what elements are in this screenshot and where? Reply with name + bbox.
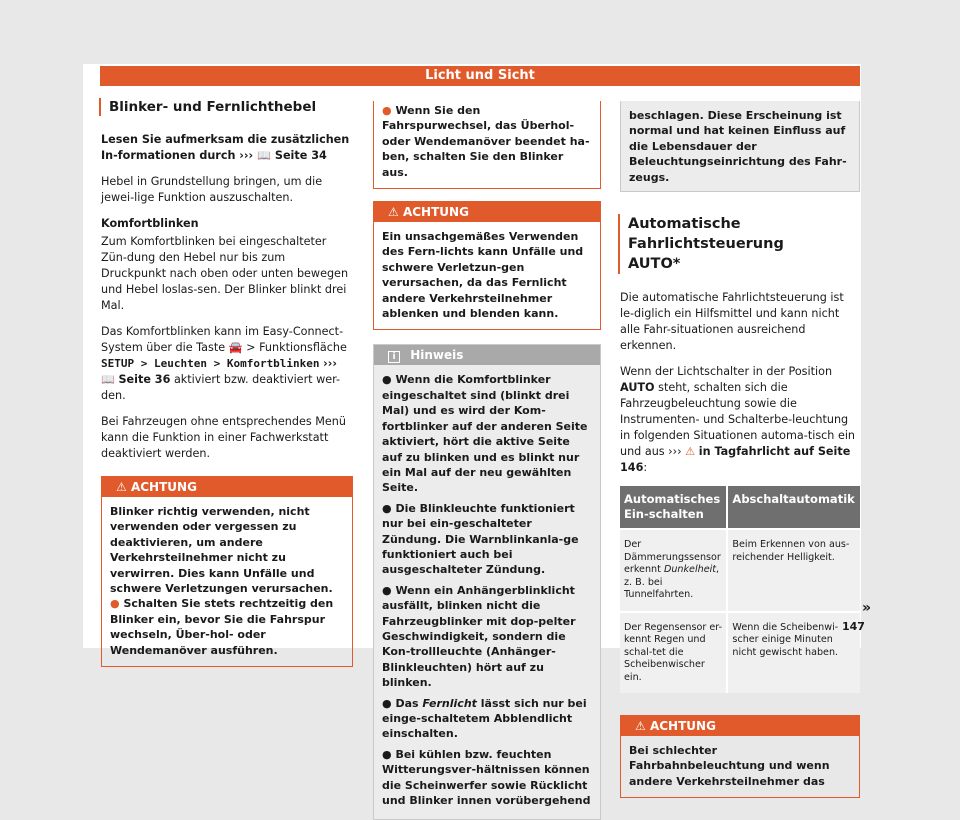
warning-box-continued — [373, 101, 601, 189]
table-header: Automatisches Ein-schalten — [620, 486, 727, 529]
chapter-header: Licht und Sicht — [100, 66, 860, 86]
paragraph: Die automatische Fahrlichtsteuerung ist le-diglich ein Hilfsmittel und kann nicht alle Fahr-situationen ausreichend erkennen. — [620, 291, 844, 353]
warning-header — [621, 716, 859, 736]
warning-label: ACHTUNG — [402, 205, 469, 220]
column-1 — [101, 96, 353, 679]
warning-triangle-icon: ⚠ — [116, 480, 127, 494]
book-reference-icon: 📖 — [101, 373, 115, 386]
section-title: Automatische Fahrlichtsteuerung AUTO* — [618, 214, 860, 274]
warning-box — [620, 715, 860, 798]
table-row — [620, 612, 860, 694]
text: Das Komfortblinken kann im Easy-Connect-System über die Taste — [101, 325, 344, 354]
table-row — [620, 529, 860, 612]
warning-label: ACHTUNG — [130, 480, 197, 494]
table-cell: Wenn die Scheibenwi-scher einige Minuten nicht gewischt haben. — [727, 612, 860, 694]
page-link[interactable]: in Tagfahrlicht auf Seite 146 — [620, 445, 851, 475]
warning-triangle-icon: ⚠ — [388, 205, 399, 220]
warning-body — [102, 497, 352, 666]
auto-light-table — [620, 486, 860, 693]
auto-symbol: AUTO* — [628, 256, 681, 273]
note-item: ● Wenn die Komfortblinker eingeschaltet sind (blinkt drei Mal) und es wird der Kom-fortblinker auf der anderen Seite aktiviert, hört die aktive Seite auf zu blinken und es blinkt nur ein Mal auf der neu gewählten Seite. — [382, 373, 588, 495]
table-cell: Der Dämmerungssensor erkennt Dunkelheit, z. B. bei Tunnelfahrten. — [620, 529, 727, 612]
warning-box — [101, 476, 353, 667]
car-button-icon: 🚘 — [228, 341, 243, 354]
note-box — [373, 344, 601, 820]
paragraph: Bei Fahrzeugen ohne entsprechendes Menü kann die Funktion in einer Fachwerkstatt deaktiviert werden. — [101, 415, 346, 460]
note-item: ● Wenn ein Anhängerblinklicht ausfällt, blinken nicht die Fahrzeugblinker mit dop-pelter Geschwindigkeit, sondern die Kon-trollleuchte (Anhänger-Blinkleuchten) hört auf zu blinken. — [382, 583, 576, 690]
note-body — [374, 365, 600, 819]
table-cell: Beim Erkennen von aus-reichender Helligkeit. — [727, 529, 860, 612]
warning-box — [373, 201, 601, 330]
subheading: Komfortblinken — [101, 217, 199, 230]
column-3 — [620, 101, 860, 810]
paragraph — [101, 324, 353, 404]
note-box-continued — [620, 101, 860, 192]
note-text: beschlagen. Diese Erscheinung ist normal und hat keinen Einfluss auf die Lebensdauer der Beleuchtungseinrichtung des Fahr-zeugs. — [629, 109, 847, 184]
table-cell: Der Regensensor er-kennt Regen und schal-tet die Scheibenwischer ein. — [620, 612, 727, 694]
section-title: Blinker- und Fernlichthebel — [99, 98, 353, 116]
note-item: ● Das Fernlicht lässt sich nur bei einge-schaltetem Abblendlicht einschalten. — [382, 696, 587, 741]
ref-arrows: ››› — [323, 357, 337, 370]
page-link[interactable]: Seite 36 — [118, 373, 171, 386]
intro-text: Lesen Sie aufmerksam die zusätzlichen In-formationen durch ››› — [101, 133, 350, 162]
menu-path: SETUP > Leuchten > Komfortblinken — [101, 357, 320, 370]
note-item: ● Die Blinkleuchte funktioniert nur bei ein-geschalteter Zündung. Die Warnblinkanla-ge funktioniert auch bei ausgeschalteter Zündung. — [382, 501, 579, 577]
intro-paragraph — [101, 132, 353, 164]
note-header — [374, 345, 600, 365]
note-label: Hinweis — [410, 348, 464, 363]
warning-text: Ein unsachgemäßes Verwenden des Fern-lichts kann Unfälle und schwere Verletzun-gen verursachen, da das Fernlicht andere Verkehrsteilnehmer ablenken und blenden kann. — [382, 230, 584, 321]
warning-label: ACHTUNG — [649, 719, 716, 734]
paragraph: Wenn der Lichtschalter in der Position AUTO steht, schalten sich die Fahrzeugbeleuchtung sowie die Instrumenten- und Schalterbe-leuchtung in folgenden Situationen automa-tisch ein und aus ››› ⚠ in Tagfahrlicht auf Seite 146: — [620, 365, 856, 475]
continue-mark: » — [862, 600, 872, 616]
paragraph: Hebel in Grundstellung bringen, um die jewei-lige Funktion auszuschalten. — [101, 175, 323, 204]
warning-text: Bei schlechter Fahrbahnbeleuchtung und wenn andere Verkehrsteilnehmer das — [629, 744, 830, 788]
column-2 — [373, 101, 601, 820]
table-header: Abschaltautomatik — [727, 486, 860, 529]
note-item: ● Bei kühlen bzw. feuchten Witterungsver-hältnissen können die Scheinwerfer sowie Rücklicht und Blinker innen vorübergehend — [382, 747, 591, 808]
text: aktiviert bzw. deaktiviert wer-den. — [101, 373, 341, 402]
paragraph: Zum Komfortblinken bei eingeschalteter Zün-dung den Hebel nur bis zum Druckpunkt nach oben oder unten bewegen und Hebel loslas-sen. Der Blinker blinkt drei Mal. — [101, 235, 349, 312]
info-icon: i — [388, 351, 400, 363]
warning-bullet: ● Schalten Sie stets rechtzeitig den Blinker ein, bevor Sie die Fahrspur wechseln, Über-hol- oder Wendemanöver ausführen. — [110, 597, 334, 657]
warning-bullet: ● Wenn Sie den Fahrspurwechsel, das Überhol- oder Wendemanöver beendet ha-ben, schalten Sie den Blinker aus. — [382, 104, 590, 179]
warning-triangle-icon: ⚠ — [685, 445, 696, 459]
warning-text: Blinker richtig verwenden, nicht verwenden oder vergessen zu deaktivieren, um andere Verkehrsteilnehmer nicht zu verwirren. Dies kann Unfälle und schwere Verletzungen verursachen. — [110, 505, 333, 596]
text: > Funktionsfläche — [246, 341, 347, 354]
warning-triangle-icon: ⚠ — [635, 719, 646, 734]
auto-symbol: AUTO — [620, 381, 655, 395]
page-number: 147 — [842, 620, 865, 633]
warning-header — [102, 477, 352, 497]
intro-page-link[interactable]: Seite 34 — [274, 149, 327, 162]
book-reference-icon: 📖 — [257, 149, 271, 162]
warning-header — [374, 202, 600, 222]
